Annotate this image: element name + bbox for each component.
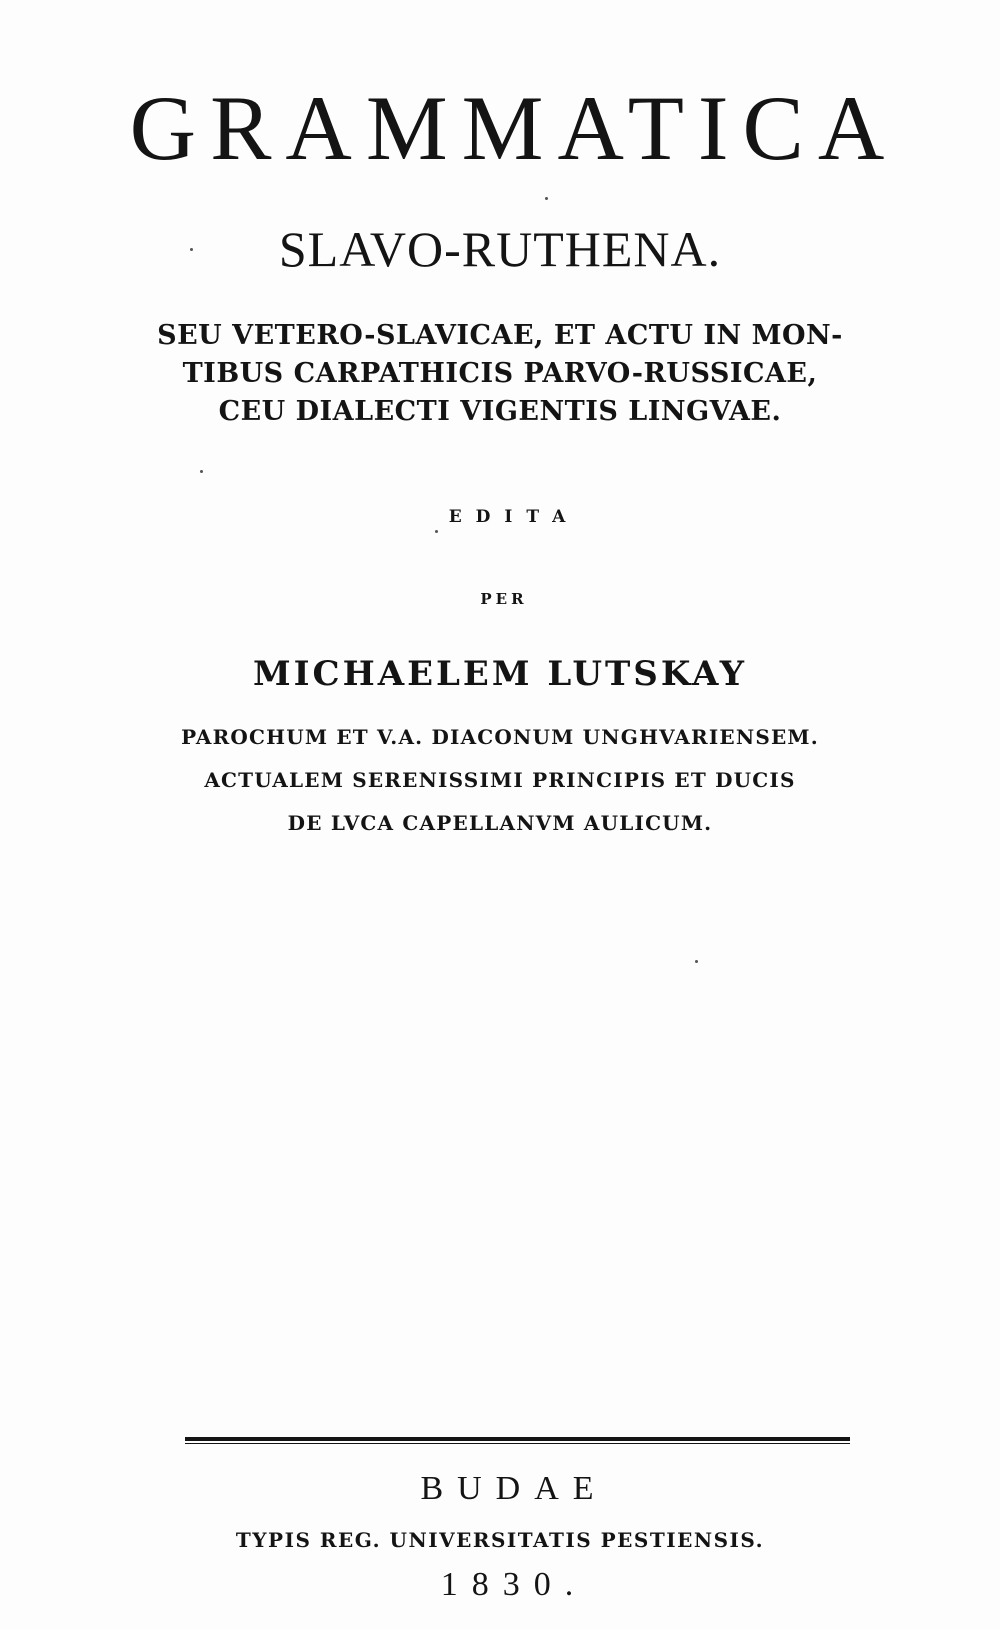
scan-speck (200, 470, 203, 473)
imprint-place: BUDAE (420, 1470, 608, 1507)
author-credential: PAROCHUM ET V.A. DIACONUM UNGHVARIENSEM. (181, 725, 819, 749)
scan-speck (695, 960, 698, 963)
scan-speck (545, 197, 548, 200)
author-name: MICHAELEM LUTSKAY (253, 654, 747, 694)
book-title: GRAMMATICA (129, 77, 899, 179)
description-line: SEU VETERO-SLAVICAE, ET ACTU IN MON- (157, 320, 843, 351)
imprint-year: 1830. (440, 1566, 588, 1603)
author-credential: ACTUALEM SERENISSIMI PRINCIPIS ET DUCIS (204, 768, 796, 792)
description-line: CEU DIALECTI VIGENTIS LINGVAE. (218, 396, 782, 427)
imprint-rule-thin (185, 1443, 850, 1444)
scan-speck (190, 248, 193, 251)
imprint-rule (185, 1437, 850, 1441)
description-line: TIBUS CARPATHICIS PARVO-RUSSICAE, (182, 358, 818, 389)
imprint-printer: TYPIS REG. UNIVERSITATIS PESTIENSIS. (235, 1528, 765, 1552)
edita-label: EDITA (448, 507, 580, 527)
scan-speck (435, 530, 438, 533)
per-label: PER (480, 590, 528, 608)
book-subtitle: SLAVO-RUTHENA. (278, 221, 722, 277)
author-credential: DE LVCA CAPELLANVM AULICUM. (287, 811, 713, 835)
